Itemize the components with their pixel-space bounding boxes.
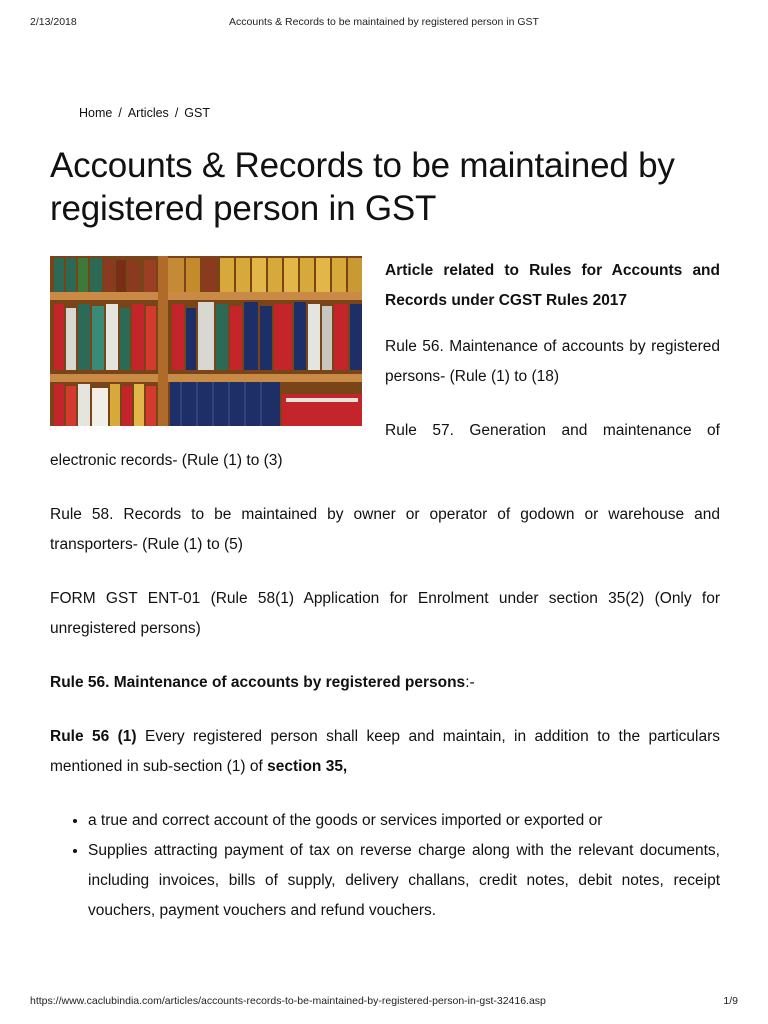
breadcrumb	[79, 106, 210, 120]
breadcrumb-articles-link[interactable]: Articles	[127, 106, 169, 120]
bottom-shelf-books-left	[54, 384, 156, 426]
rule-58-summary: Rule 58. Records to be maintained by owner or operator of godown or warehouse and transporters- (Rule (1) to (5)	[50, 506, 720, 553]
list-item: • Supplies attracting payment of tax on reverse charge along with the relevant documents, including invoices, bills of supply, delivery challans, credit notes, debit notes, receipt vouchers, payment vouchers and refund vouchers.	[88, 836, 720, 926]
rule-56-summary: Rule 56. Maintenance of accounts by registered persons- (Rule (1) to (18)	[385, 338, 720, 385]
rule-56-1-list	[50, 806, 720, 926]
print-url: https://www.caclubindia.com/articles/accounts-records-to-be-maintained-by-registered-person-in-gst-32416.asp	[30, 995, 546, 1007]
print-document-title: Accounts & Records to be maintained by registered person in GST	[229, 16, 539, 28]
rule-56-1-label: Rule 56 (1)	[50, 728, 137, 745]
section-heading-bold: Rule 56. Maintenance of accounts by registered persons	[50, 674, 466, 691]
breadcrumb-gst-link[interactable]: GST	[184, 106, 210, 120]
bookshelf-image	[50, 256, 362, 426]
article-body	[50, 256, 720, 926]
print-date: 2/13/2018	[30, 16, 77, 28]
page-number: 1/9	[723, 995, 738, 1007]
list-item: • a true and correct account of the goods or services imported or exported or	[88, 806, 720, 836]
rule-56-1-text: Every registered person shall keep and maintain, in addition to the particulars mentioned in sub-section (1) of	[50, 728, 720, 775]
breadcrumb-separator: /	[174, 106, 179, 120]
breadcrumb-home-link[interactable]: Home	[79, 106, 113, 120]
section-35-reference: section 35,	[267, 758, 348, 775]
print-footer	[30, 995, 738, 1009]
article-lead: Article related to Rules for Accounts and Records under CGST Rules 2017	[385, 262, 720, 309]
rule-56-1-paragraph	[50, 722, 720, 782]
section-heading	[50, 668, 720, 698]
form-gst-ent-01-summary: FORM GST ENT-01 (Rule 58(1) Application for Enrolment under section 35(2) (Only for unregistered persons)	[50, 590, 720, 637]
page-title: Accounts & Records to be maintained by registered person in GST	[50, 146, 675, 228]
rule-57-summary: Rule 57. Generation and maintenance of electronic records- (Rule (1) to (3)	[50, 422, 720, 469]
print-header	[30, 16, 738, 30]
section-heading-tail: :-	[465, 674, 475, 691]
breadcrumb-separator: /	[118, 106, 122, 120]
